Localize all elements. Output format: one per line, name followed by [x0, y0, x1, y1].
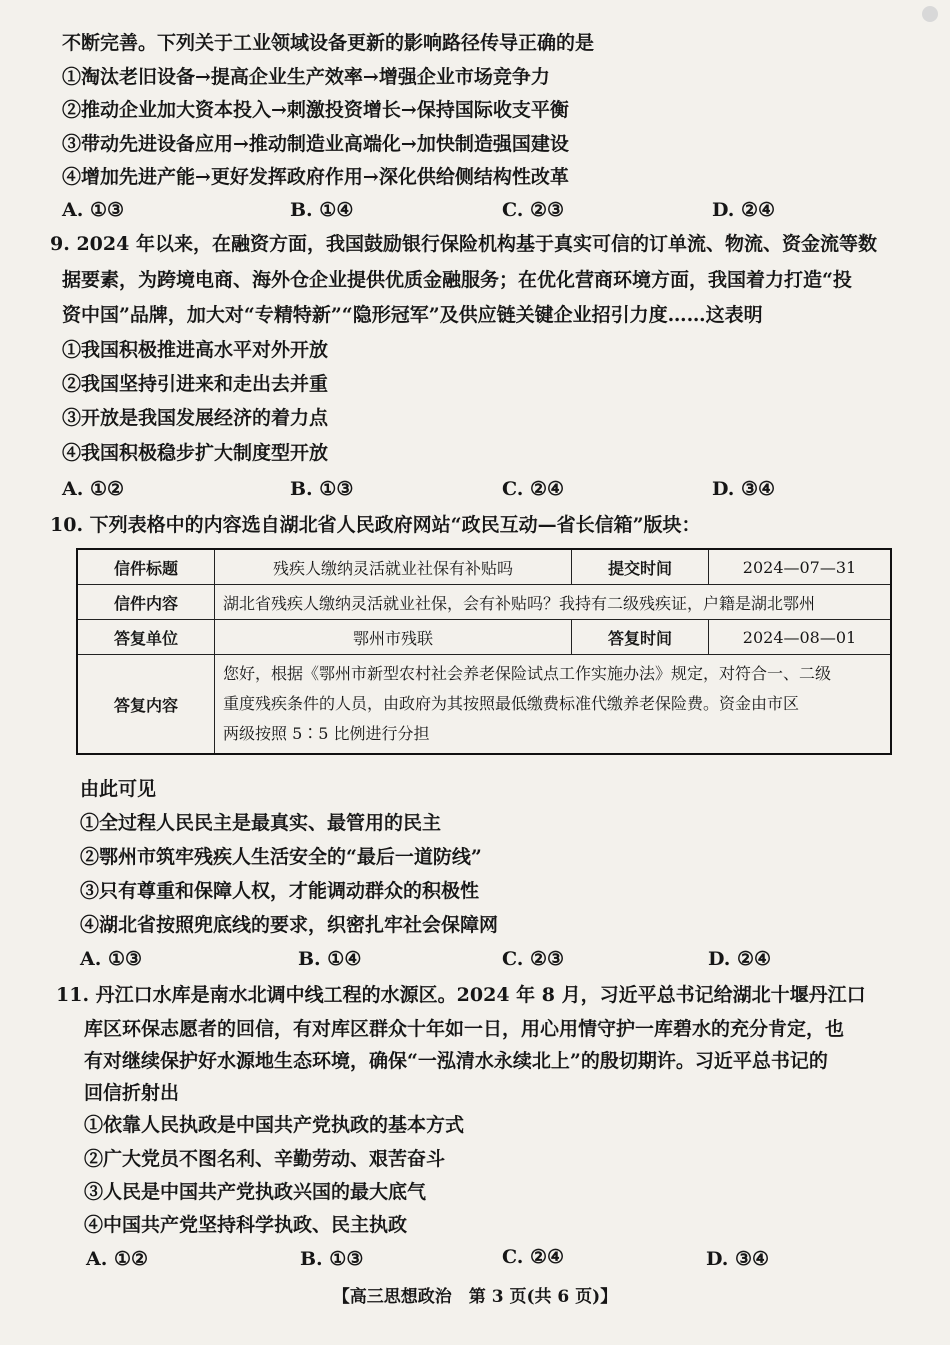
- reply-time-label: 答复时间: [572, 620, 709, 655]
- q8-item-4: ④增加先进产能→更好发挥政府作用→深化供给侧结构性改革: [62, 166, 569, 188]
- submit-label: 提交时间: [572, 549, 709, 585]
- unit-label: 答复单位: [77, 620, 215, 655]
- q11-option-c[interactable]: C. ②④: [502, 1246, 565, 1268]
- table-row: [77, 585, 891, 620]
- q9-stem-1: 9. 2024 年以来，在融资方面，我国鼓励银行保险机构基于真实可信的订单流、物流、资金流等数: [50, 233, 877, 255]
- q8-item-2: ②推动企业加大资本投入→刺激投资增长→保持国际收支平衡: [62, 99, 569, 121]
- q9-item-1: ①我国积极推进高水平对外开放: [62, 339, 329, 361]
- q11-stem-1: 11. 丹江口水库是南水北调中线工程的水源区。2024 年 8 月，习近平总书记给湖北十堰丹江口: [56, 984, 866, 1006]
- q11-option-b[interactable]: B. ①③: [300, 1248, 364, 1270]
- submit-value: 2024—07—31: [709, 549, 892, 585]
- q10-stem: 10. 下列表格中的内容选自湖北省人民政府网站“政民互动—省长信箱”版块：: [50, 514, 701, 536]
- q10-option-a[interactable]: A. ①③: [80, 948, 143, 970]
- q9-item-3: ③开放是我国发展经济的着力点: [62, 407, 329, 429]
- q9-option-c[interactable]: C. ②④: [502, 478, 565, 500]
- unit-value: 鄂州市残联: [215, 620, 572, 655]
- q11-item-2: ②广大党员不图名利、辛勤劳动、艰苦奋斗: [84, 1148, 446, 1170]
- q11-option-d[interactable]: D. ③④: [706, 1248, 770, 1270]
- q8-item-3: ③带动先进设备应用→推动制造业高端化→加快制造强国建设: [62, 133, 569, 155]
- q10-item-4: ④湖北省按照兜底线的要求，织密扎牢社会保障网: [80, 914, 499, 936]
- q10-option-b[interactable]: B. ①④: [298, 948, 362, 970]
- reply-line-3: 两级按照 5∶5 比例进行分担: [223, 724, 430, 743]
- q9-option-b[interactable]: B. ①③: [290, 478, 354, 500]
- q10-option-d[interactable]: D. ②④: [708, 948, 772, 970]
- content-value: 湖北省残疾人缴纳灵活就业社保，会有补贴吗？我持有二级残疾证，户籍是湖北鄂州: [215, 585, 892, 620]
- intro-line: 不断完善。下列关于工业领域设备更新的影响路径传导正确的是: [62, 32, 595, 54]
- q9-option-a[interactable]: A. ①②: [62, 478, 125, 500]
- title-value: 残疾人缴纳灵活就业社保有补贴吗: [215, 549, 572, 585]
- reply-time-value: 2024—08—01: [709, 620, 892, 655]
- reply-line-2: 重度残疾条件的人员，由政府为其按照最低缴费标准代缴养老保险费。资金由市区: [223, 694, 800, 713]
- q9-stem-2: 据要素，为跨境电商、海外仓企业提供优质金融服务；在优化营商环境方面，我国着力打造“投: [62, 269, 852, 291]
- q11-item-3: ③人民是中国共产党执政兴国的最大底气: [84, 1181, 427, 1203]
- q11-item-4: ④中国共产党坚持科学执政、民主执政: [84, 1214, 408, 1236]
- table-row: [77, 620, 891, 655]
- title-label: 信件标题: [77, 549, 215, 585]
- punch-hole: [922, 6, 938, 22]
- q9-stem-3: 资中国”品牌，加大对“专精特新”“隐形冠军”及供应链关键企业招引力度……这表明: [62, 304, 763, 326]
- mailbox-table: [76, 548, 892, 755]
- q8-option-a[interactable]: A. ①③: [62, 199, 125, 221]
- q10-lead: 由此可见: [80, 778, 157, 800]
- reply-line-1: 您好，根据《鄂州市新型农村社会养老保险试点工作实施办法》规定，对符合一、二级: [223, 664, 832, 683]
- q9-option-d[interactable]: D. ③④: [712, 478, 776, 500]
- q10-option-c[interactable]: C. ②③: [502, 948, 565, 970]
- q10-item-3: ③只有尊重和保障人权，才能调动群众的积极性: [80, 880, 480, 902]
- q8-option-d[interactable]: D. ②④: [712, 199, 776, 221]
- q10-item-2: ②鄂州市筑牢残疾人生活安全的“最后一道防线”: [80, 846, 482, 868]
- q8-option-b[interactable]: B. ①④: [290, 199, 354, 221]
- table-row: [77, 549, 891, 585]
- q9-item-4: ④我国积极稳步扩大制度型开放: [62, 442, 329, 464]
- page-footer: 【高三思想政治 第 3 页(共 6 页)】: [332, 1287, 618, 1307]
- q11-option-a[interactable]: A. ①②: [86, 1248, 149, 1270]
- q11-stem-3: 有对继续保护好水源地生态环境，确保“一泓清水永续北上”的殷切期许。习近平总书记的: [84, 1050, 828, 1072]
- table-row: [77, 655, 891, 755]
- q11-stem-4: 回信折射出: [84, 1082, 180, 1104]
- q10-item-1: ①全过程人民民主是最真实、最管用的民主: [80, 812, 442, 834]
- q11-item-1: ①依靠人民执政是中国共产党执政的基本方式: [84, 1114, 465, 1136]
- q9-item-2: ②我国坚持引进来和走出去并重: [62, 373, 329, 395]
- q11-stem-2: 库区环保志愿者的回信，有对库区群众十年如一日，用心用情守护一库碧水的充分肯定，也: [84, 1018, 845, 1040]
- q8-option-c[interactable]: C. ②③: [502, 199, 565, 221]
- reply-label: 答复内容: [77, 655, 215, 755]
- content-label: 信件内容: [77, 585, 215, 620]
- q8-item-1: ①淘汰老旧设备→提高企业生产效率→增强企业市场竞争力: [62, 66, 550, 88]
- reply-content: [215, 655, 892, 755]
